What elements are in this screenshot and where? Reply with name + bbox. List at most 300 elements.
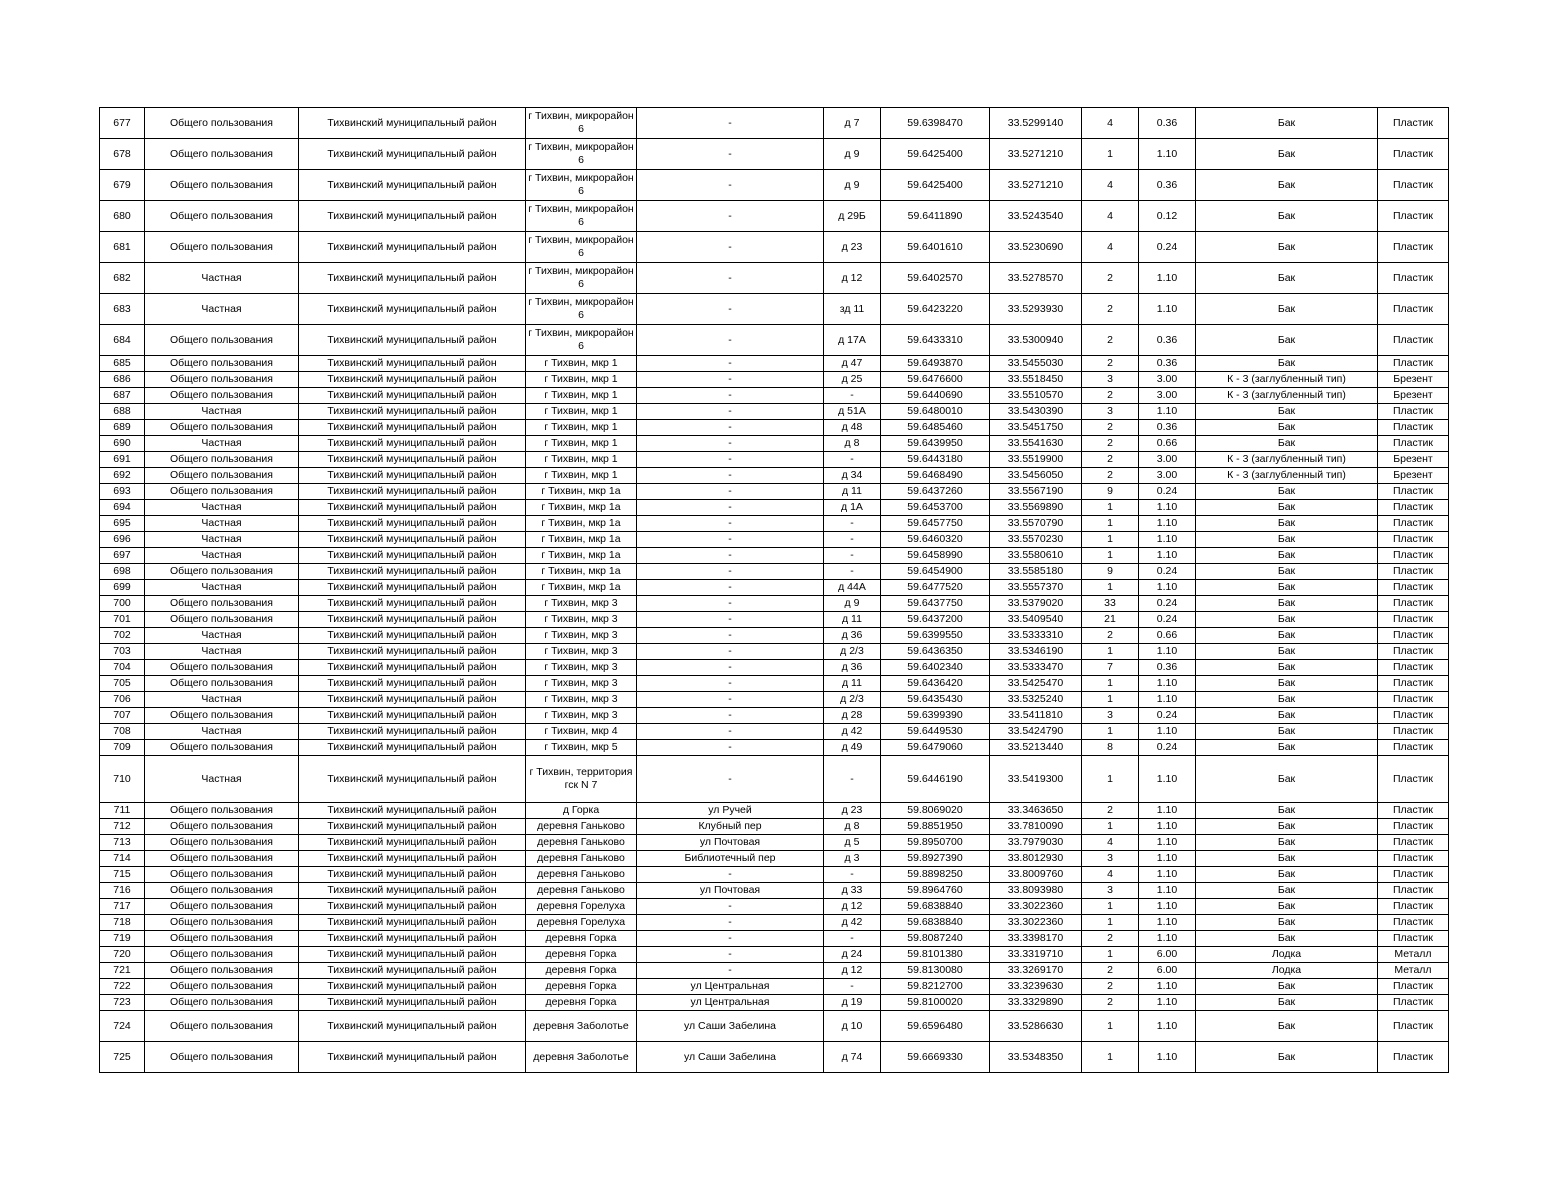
material-cell: Пластик [1378, 979, 1449, 995]
settlement-cell: д Горка [526, 803, 637, 819]
ownership-cell: Общего пользования [145, 484, 299, 500]
volume-cell: 1.10 [1139, 580, 1196, 596]
row-number-cell: 711 [100, 803, 145, 819]
settlement-cell: г Тихвин, мкр 1а [526, 532, 637, 548]
table-row [100, 995, 1449, 1011]
district-cell: Тихвинский муниципальный район [299, 1042, 526, 1073]
longitude-cell: 33.8009760 [990, 867, 1082, 883]
table-row [100, 108, 1449, 139]
settlement-cell: г Тихвин, мкр 1 [526, 452, 637, 468]
container-type-cell: Бак [1196, 883, 1378, 899]
house-cell: д 51А [824, 404, 881, 420]
latitude-cell: 59.6440690 [881, 388, 990, 404]
table-row [100, 170, 1449, 201]
row-number-cell: 701 [100, 612, 145, 628]
material-cell: Пластик [1378, 628, 1449, 644]
container-type-cell: Бак [1196, 628, 1378, 644]
volume-cell: 1.10 [1139, 979, 1196, 995]
volume-cell: 1.10 [1139, 835, 1196, 851]
ownership-cell: Частная [145, 692, 299, 708]
longitude-cell: 33.5213440 [990, 740, 1082, 756]
table-row [100, 819, 1449, 835]
row-number-cell: 717 [100, 899, 145, 915]
latitude-cell: 59.8087240 [881, 931, 990, 947]
district-cell: Тихвинский муниципальный район [299, 580, 526, 596]
latitude-cell: 59.6457750 [881, 516, 990, 532]
volume-cell: 1.10 [1139, 899, 1196, 915]
container-count-cell: 1 [1082, 500, 1139, 516]
ownership-cell: Частная [145, 644, 299, 660]
ownership-cell: Частная [145, 516, 299, 532]
street-cell: - [637, 740, 824, 756]
district-cell: Тихвинский муниципальный район [299, 628, 526, 644]
row-number-cell: 724 [100, 1011, 145, 1042]
container-count-cell: 9 [1082, 564, 1139, 580]
ownership-cell: Частная [145, 580, 299, 596]
street-cell: - [637, 468, 824, 484]
longitude-cell: 33.5569890 [990, 500, 1082, 516]
district-cell: Тихвинский муниципальный район [299, 803, 526, 819]
latitude-cell: 59.6838840 [881, 899, 990, 915]
volume-cell: 1.10 [1139, 532, 1196, 548]
house-cell: зд 11 [824, 294, 881, 325]
house-cell: д 8 [824, 436, 881, 452]
material-cell: Пластик [1378, 867, 1449, 883]
material-cell: Пластик [1378, 995, 1449, 1011]
ownership-cell: Общего пользования [145, 803, 299, 819]
district-cell: Тихвинский муниципальный район [299, 931, 526, 947]
row-number-cell: 721 [100, 963, 145, 979]
container-count-cell: 2 [1082, 979, 1139, 995]
district-cell: Тихвинский муниципальный район [299, 835, 526, 851]
street-cell: - [637, 201, 824, 232]
ownership-cell: Общего пользования [145, 452, 299, 468]
row-number-cell: 679 [100, 170, 145, 201]
latitude-cell: 59.6401610 [881, 232, 990, 263]
ownership-cell: Общего пользования [145, 931, 299, 947]
house-cell: д 11 [824, 676, 881, 692]
row-number-cell: 694 [100, 500, 145, 516]
volume-cell: 1.10 [1139, 724, 1196, 740]
material-cell: Пластик [1378, 294, 1449, 325]
table-row [100, 931, 1449, 947]
container-count-cell: 2 [1082, 325, 1139, 356]
ownership-cell: Общего пользования [145, 612, 299, 628]
street-cell: ул Саши Забелина [637, 1011, 824, 1042]
ownership-cell: Общего пользования [145, 356, 299, 372]
latitude-cell: 59.8101380 [881, 947, 990, 963]
material-cell: Пластик [1378, 436, 1449, 452]
container-count-cell: 2 [1082, 963, 1139, 979]
latitude-cell: 59.6436350 [881, 644, 990, 660]
table-body [100, 108, 1449, 1073]
district-cell: Тихвинский муниципальный район [299, 899, 526, 915]
ownership-cell: Частная [145, 628, 299, 644]
container-type-cell: Бак [1196, 516, 1378, 532]
row-number-cell: 706 [100, 692, 145, 708]
district-cell: Тихвинский муниципальный район [299, 644, 526, 660]
volume-cell: 1.10 [1139, 931, 1196, 947]
district-cell: Тихвинский муниципальный район [299, 139, 526, 170]
settlement-cell: деревня Ганьково [526, 835, 637, 851]
ownership-cell: Частная [145, 548, 299, 564]
settlement-cell: г Тихвин, мкр 3 [526, 676, 637, 692]
ownership-cell: Общего пользования [145, 108, 299, 139]
house-cell: д 12 [824, 263, 881, 294]
row-number-cell: 688 [100, 404, 145, 420]
volume-cell: 6.00 [1139, 947, 1196, 963]
settlement-cell: г Тихвин, мкр 1а [526, 564, 637, 580]
district-cell: Тихвинский муниципальный район [299, 564, 526, 580]
street-cell: - [637, 963, 824, 979]
longitude-cell: 33.3022360 [990, 915, 1082, 931]
volume-cell: 1.10 [1139, 1042, 1196, 1073]
container-type-cell: Бак [1196, 1042, 1378, 1073]
container-type-cell: Лодка [1196, 947, 1378, 963]
house-cell: д 1А [824, 500, 881, 516]
longitude-cell: 33.7810090 [990, 819, 1082, 835]
material-cell: Пластик [1378, 532, 1449, 548]
container-count-cell: 2 [1082, 468, 1139, 484]
container-type-cell: Бак [1196, 931, 1378, 947]
row-number-cell: 681 [100, 232, 145, 263]
container-count-cell: 2 [1082, 628, 1139, 644]
latitude-cell: 59.6425400 [881, 139, 990, 170]
longitude-cell: 33.7979030 [990, 835, 1082, 851]
container-type-cell: Бак [1196, 835, 1378, 851]
table-row [100, 263, 1449, 294]
row-number-cell: 686 [100, 372, 145, 388]
container-type-cell: Бак [1196, 170, 1378, 201]
row-number-cell: 696 [100, 532, 145, 548]
district-cell: Тихвинский муниципальный район [299, 516, 526, 532]
district-cell: Тихвинский муниципальный район [299, 388, 526, 404]
district-cell: Тихвинский муниципальный район [299, 452, 526, 468]
container-count-cell: 2 [1082, 263, 1139, 294]
container-type-cell: Бак [1196, 564, 1378, 580]
table-row [100, 548, 1449, 564]
street-cell: - [637, 500, 824, 516]
table-row [100, 979, 1449, 995]
ownership-cell: Общего пользования [145, 468, 299, 484]
settlement-cell: г Тихвин, мкр 1а [526, 580, 637, 596]
settlement-cell: деревня Горелуха [526, 915, 637, 931]
container-count-cell: 3 [1082, 883, 1139, 899]
district-cell: Тихвинский муниципальный район [299, 819, 526, 835]
latitude-cell: 59.6423220 [881, 294, 990, 325]
material-cell: Пластик [1378, 420, 1449, 436]
district-cell: Тихвинский муниципальный район [299, 708, 526, 724]
street-cell: - [637, 436, 824, 452]
settlement-cell: г Тихвин, мкр 4 [526, 724, 637, 740]
latitude-cell: 59.6453700 [881, 500, 990, 516]
container-type-cell: Бак [1196, 596, 1378, 612]
container-count-cell: 33 [1082, 596, 1139, 612]
house-cell: д 47 [824, 356, 881, 372]
ownership-cell: Общего пользования [145, 170, 299, 201]
table-row [100, 372, 1449, 388]
longitude-cell: 33.5456050 [990, 468, 1082, 484]
volume-cell: 1.10 [1139, 883, 1196, 899]
settlement-cell: г Тихвин, мкр 1а [526, 484, 637, 500]
volume-cell: 3.00 [1139, 372, 1196, 388]
volume-cell: 0.24 [1139, 596, 1196, 612]
volume-cell: 0.66 [1139, 628, 1196, 644]
table-row [100, 564, 1449, 580]
latitude-cell: 59.6437200 [881, 612, 990, 628]
latitude-cell: 59.6411890 [881, 201, 990, 232]
latitude-cell: 59.6402340 [881, 660, 990, 676]
settlement-cell: г Тихвин, мкр 3 [526, 628, 637, 644]
street-cell: - [637, 372, 824, 388]
table-row [100, 420, 1449, 436]
container-type-cell: Бак [1196, 867, 1378, 883]
settlement-cell: г Тихвин, микрорайон 6 [526, 294, 637, 325]
container-type-cell: К - 3 (заглубленный тип) [1196, 452, 1378, 468]
house-cell: д 11 [824, 484, 881, 500]
street-cell: ул Центральная [637, 995, 824, 1011]
house-cell: д 11 [824, 612, 881, 628]
street-cell: - [637, 139, 824, 170]
table-row [100, 899, 1449, 915]
ownership-cell: Частная [145, 724, 299, 740]
volume-cell: 1.10 [1139, 756, 1196, 803]
house-cell: д 29Б [824, 201, 881, 232]
street-cell: - [637, 356, 824, 372]
table-row [100, 436, 1449, 452]
container-count-cell: 4 [1082, 108, 1139, 139]
row-number-cell: 702 [100, 628, 145, 644]
longitude-cell: 33.3022360 [990, 899, 1082, 915]
volume-cell: 1.10 [1139, 644, 1196, 660]
street-cell: - [637, 660, 824, 676]
row-number-cell: 720 [100, 947, 145, 963]
container-count-cell: 1 [1082, 1011, 1139, 1042]
longitude-cell: 33.5425470 [990, 676, 1082, 692]
material-cell: Пластик [1378, 580, 1449, 596]
container-count-cell: 1 [1082, 139, 1139, 170]
settlement-cell: г Тихвин, микрорайон 6 [526, 263, 637, 294]
latitude-cell: 59.8964760 [881, 883, 990, 899]
ownership-cell: Общего пользования [145, 979, 299, 995]
ownership-cell: Общего пользования [145, 740, 299, 756]
container-count-cell: 1 [1082, 516, 1139, 532]
ownership-cell: Частная [145, 404, 299, 420]
material-cell: Пластик [1378, 740, 1449, 756]
table-row [100, 1011, 1449, 1042]
district-cell: Тихвинский муниципальный район [299, 404, 526, 420]
table-row [100, 356, 1449, 372]
street-cell: ул Почтовая [637, 883, 824, 899]
container-type-cell: Бак [1196, 404, 1378, 420]
ownership-cell: Общего пользования [145, 819, 299, 835]
volume-cell: 1.10 [1139, 263, 1196, 294]
volume-cell: 1.10 [1139, 404, 1196, 420]
street-cell: - [637, 644, 824, 660]
volume-cell: 0.36 [1139, 660, 1196, 676]
street-cell: - [637, 548, 824, 564]
table-row [100, 692, 1449, 708]
container-count-cell: 8 [1082, 740, 1139, 756]
container-type-cell: Бак [1196, 899, 1378, 915]
row-number-cell: 713 [100, 835, 145, 851]
volume-cell: 0.24 [1139, 708, 1196, 724]
latitude-cell: 59.6480010 [881, 404, 990, 420]
longitude-cell: 33.3463650 [990, 803, 1082, 819]
container-sites-table [99, 107, 1449, 1073]
house-cell: д 44А [824, 580, 881, 596]
house-cell: - [824, 532, 881, 548]
house-cell: д 19 [824, 995, 881, 1011]
district-cell: Тихвинский муниципальный район [299, 915, 526, 931]
house-cell: д 48 [824, 420, 881, 436]
house-cell: д 5 [824, 835, 881, 851]
latitude-cell: 59.6443180 [881, 452, 990, 468]
ownership-cell: Общего пользования [145, 676, 299, 692]
longitude-cell: 33.5299140 [990, 108, 1082, 139]
latitude-cell: 59.8898250 [881, 867, 990, 883]
row-number-cell: 709 [100, 740, 145, 756]
house-cell: - [824, 867, 881, 883]
container-count-cell: 7 [1082, 660, 1139, 676]
longitude-cell: 33.5293930 [990, 294, 1082, 325]
material-cell: Пластик [1378, 404, 1449, 420]
row-number-cell: 703 [100, 644, 145, 660]
container-type-cell: Бак [1196, 692, 1378, 708]
ownership-cell: Общего пользования [145, 947, 299, 963]
volume-cell: 3.00 [1139, 388, 1196, 404]
house-cell: д 9 [824, 596, 881, 612]
container-count-cell: 9 [1082, 484, 1139, 500]
latitude-cell: 59.6669330 [881, 1042, 990, 1073]
container-count-cell: 3 [1082, 851, 1139, 867]
latitude-cell: 59.6399550 [881, 628, 990, 644]
settlement-cell: деревня Ганьково [526, 883, 637, 899]
longitude-cell: 33.5570790 [990, 516, 1082, 532]
house-cell: д 17А [824, 325, 881, 356]
material-cell: Пластик [1378, 899, 1449, 915]
street-cell: - [637, 947, 824, 963]
container-type-cell: К - 3 (заглубленный тип) [1196, 388, 1378, 404]
material-cell: Пластик [1378, 1011, 1449, 1042]
latitude-cell: 59.6436420 [881, 676, 990, 692]
container-count-cell: 2 [1082, 420, 1139, 436]
table-row [100, 660, 1449, 676]
latitude-cell: 59.8100020 [881, 995, 990, 1011]
container-type-cell: Бак [1196, 803, 1378, 819]
settlement-cell: г Тихвин, мкр 1 [526, 404, 637, 420]
material-cell: Пластик [1378, 612, 1449, 628]
settlement-cell: г Тихвин, микрорайон 6 [526, 170, 637, 201]
district-cell: Тихвинский муниципальный район [299, 883, 526, 899]
latitude-cell: 59.6437750 [881, 596, 990, 612]
container-type-cell: Бак [1196, 500, 1378, 516]
longitude-cell: 33.5455030 [990, 356, 1082, 372]
latitude-cell: 59.8069020 [881, 803, 990, 819]
longitude-cell: 33.5348350 [990, 1042, 1082, 1073]
longitude-cell: 33.5430390 [990, 404, 1082, 420]
settlement-cell: г Тихвин, микрорайон 6 [526, 201, 637, 232]
house-cell: д 2/3 [824, 644, 881, 660]
material-cell: Пластик [1378, 201, 1449, 232]
container-type-cell: Бак [1196, 532, 1378, 548]
container-type-cell: Бак [1196, 740, 1378, 756]
street-cell: - [637, 756, 824, 803]
volume-cell: 0.36 [1139, 108, 1196, 139]
settlement-cell: деревня Горелуха [526, 899, 637, 915]
street-cell: Библиотечный пер [637, 851, 824, 867]
container-type-cell: Бак [1196, 356, 1378, 372]
row-number-cell: 693 [100, 484, 145, 500]
latitude-cell: 59.6449530 [881, 724, 990, 740]
container-count-cell: 4 [1082, 232, 1139, 263]
latitude-cell: 59.6468490 [881, 468, 990, 484]
ownership-cell: Общего пользования [145, 660, 299, 676]
street-cell: - [637, 232, 824, 263]
volume-cell: 3.00 [1139, 452, 1196, 468]
row-number-cell: 708 [100, 724, 145, 740]
longitude-cell: 33.5519900 [990, 452, 1082, 468]
table-row [100, 724, 1449, 740]
latitude-cell: 59.6439950 [881, 436, 990, 452]
ownership-cell: Общего пользования [145, 1011, 299, 1042]
container-type-cell: Лодка [1196, 963, 1378, 979]
latitude-cell: 59.6399390 [881, 708, 990, 724]
house-cell: д 10 [824, 1011, 881, 1042]
latitude-cell: 59.6476600 [881, 372, 990, 388]
longitude-cell: 33.5271210 [990, 170, 1082, 201]
container-count-cell: 1 [1082, 899, 1139, 915]
table-row [100, 803, 1449, 819]
table-row [100, 851, 1449, 867]
ownership-cell: Общего пользования [145, 851, 299, 867]
container-type-cell: Бак [1196, 756, 1378, 803]
house-cell: д 33 [824, 883, 881, 899]
latitude-cell: 59.6446190 [881, 756, 990, 803]
row-number-cell: 714 [100, 851, 145, 867]
settlement-cell: г Тихвин, мкр 5 [526, 740, 637, 756]
material-cell: Пластик [1378, 516, 1449, 532]
district-cell: Тихвинский муниципальный район [299, 692, 526, 708]
house-cell: д 7 [824, 108, 881, 139]
row-number-cell: 685 [100, 356, 145, 372]
district-cell: Тихвинский муниципальный район [299, 867, 526, 883]
material-cell: Металл [1378, 947, 1449, 963]
house-cell: д 28 [824, 708, 881, 724]
container-count-cell: 2 [1082, 436, 1139, 452]
district-cell: Тихвинский муниципальный район [299, 740, 526, 756]
container-count-cell: 4 [1082, 170, 1139, 201]
district-cell: Тихвинский муниципальный район [299, 170, 526, 201]
settlement-cell: г Тихвин, мкр 3 [526, 660, 637, 676]
settlement-cell: г Тихвин, микрорайон 6 [526, 325, 637, 356]
table-row [100, 708, 1449, 724]
district-cell: Тихвинский муниципальный район [299, 596, 526, 612]
street-cell: - [637, 899, 824, 915]
material-cell: Пластик [1378, 170, 1449, 201]
district-cell: Тихвинский муниципальный район [299, 756, 526, 803]
volume-cell: 0.36 [1139, 356, 1196, 372]
ownership-cell: Общего пользования [145, 963, 299, 979]
settlement-cell: г Тихвин, мкр 1 [526, 356, 637, 372]
latitude-cell: 59.6437260 [881, 484, 990, 500]
latitude-cell: 59.6460320 [881, 532, 990, 548]
material-cell: Пластик [1378, 1042, 1449, 1073]
ownership-cell: Общего пользования [145, 420, 299, 436]
table-row [100, 740, 1449, 756]
container-type-cell: Бак [1196, 851, 1378, 867]
street-cell: - [637, 325, 824, 356]
